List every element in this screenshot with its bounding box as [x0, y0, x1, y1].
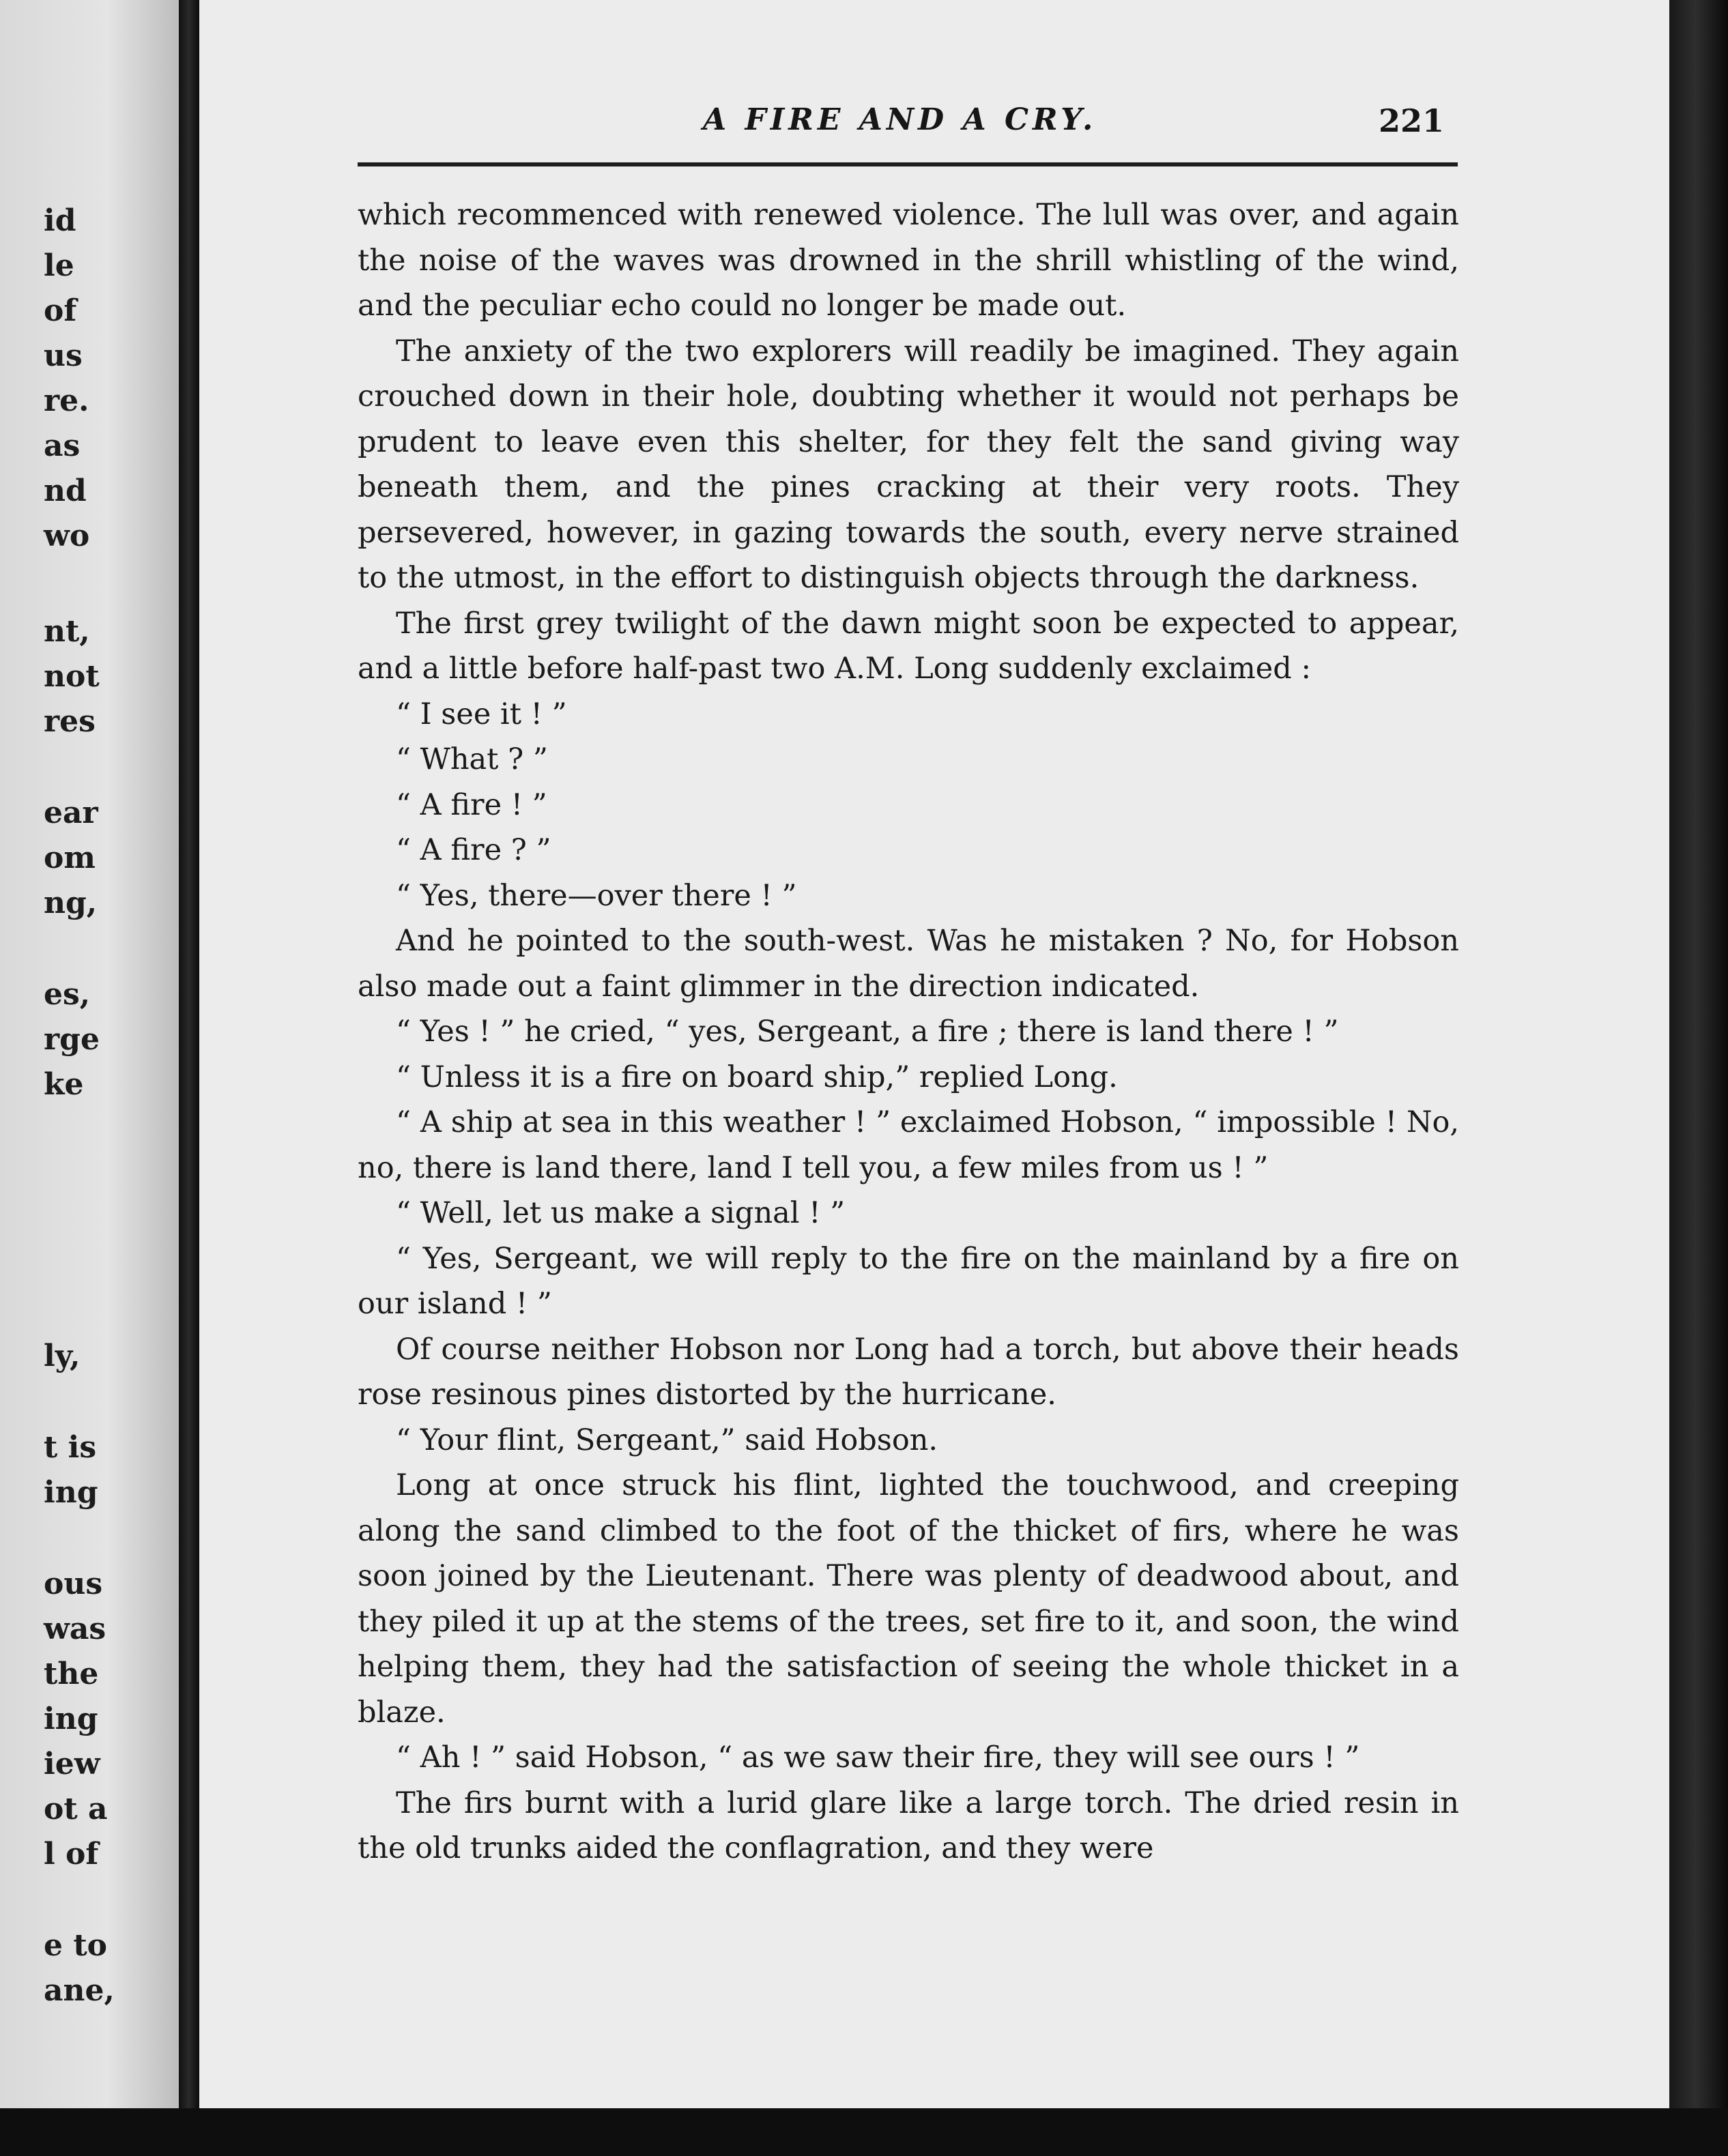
facing-line-fragment: l of	[44, 1837, 99, 1871]
page-body	[358, 192, 1459, 1871]
paragraph: The firs burnt with a lurid glare like a large torch. The dried resin in the old trunks aided the conflagration, and they were	[358, 1786, 1459, 1865]
facing-line-fragment: om	[44, 841, 96, 875]
dialogue-line: “ A fire ? ”	[396, 833, 551, 867]
facing-line-fragment: ing	[44, 1475, 98, 1510]
facing-line-fragment: nd	[44, 474, 87, 508]
facing-line-fragment: ng,	[44, 886, 98, 920]
facing-line-fragment: ane,	[44, 1973, 115, 2008]
book-gutter	[179, 0, 199, 2123]
facing-line-fragment: as	[44, 428, 81, 463]
facing-line-fragment: res	[44, 704, 96, 739]
facing-line-fragment: re.	[44, 383, 89, 418]
dialogue-line: “ I see it ! ”	[396, 697, 567, 731]
facing-line-fragment: e to	[44, 1928, 107, 1963]
facing-line-fragment: iew	[44, 1747, 100, 1781]
facing-line-fragment: nt,	[44, 614, 90, 649]
facing-line-fragment: rge	[44, 1022, 100, 1057]
facing-line-fragment: the	[44, 1657, 99, 1691]
dialogue-line: “ What ? ”	[396, 742, 548, 776]
facing-line-fragment: not	[44, 659, 100, 694]
dialogue-line: “ Well, let us make a signal ! ”	[396, 1196, 846, 1230]
dialogue-line: “ Unless it is a fire on board ship,” replied Long.	[396, 1060, 1118, 1094]
paragraph: “ A ship at sea in this weather ! ” exclaimed Hobson, “ impossible ! No, no, there is land there, land I tell you, a few miles from us ! ”	[358, 1105, 1459, 1185]
paragraph: The first grey twilight of the dawn might soon be expected to appear, and a little before half-past two A.M. Long suddenly exclaimed :	[358, 606, 1459, 686]
dialogue-line: “ A fire ! ”	[396, 787, 547, 822]
facing-line-fragment: ke	[44, 1067, 84, 1102]
facing-line-fragment: t is	[44, 1430, 97, 1465]
paragraph: “ Yes, Sergeant, we will reply to the fire on the mainland by a fire on our island ! ”	[358, 1241, 1459, 1321]
paragraph: which recommenced with renewed violence. The lull was over, and again the noise of the waves was drowned in the shrill whistling of the wind, and the peculiar echo could no longer be made out.	[358, 198, 1459, 323]
dialogue-line: “ Yes ! ” he cried, “ yes, Sergeant, a fire ; there is land there ! ”	[396, 1015, 1339, 1049]
dialogue-line: “ Ah ! ” said Hobson, “ as we saw their fire, they will see ours ! ”	[396, 1740, 1360, 1775]
facing-line-fragment: wo	[44, 519, 90, 553]
facing-line-fragment: es,	[44, 977, 91, 1012]
paragraph: The anxiety of the two explorers will readily be imagined. They again crouched down in their hole, doubting whether it would not perhaps be prudent to leave even this shelter, for they felt the sand giving way beneath them, and the pines cracking at their very roots. They persevered, however, in gazing towards the south, every nerve strained to the utmost, in the effort to distinguish objects through the darkness.	[358, 334, 1459, 595]
page-stack-edge	[1669, 0, 1728, 2156]
facing-line-fragment: was	[44, 1612, 106, 1646]
paragraph: Long at once struck his flint, lighted the touchwood, and creeping along the sand climbed to the foot of the thicket of firs, where he was soon joined by the Lieutenant. There was plenty of deadwood about, and they piled it up at the stems of the trees, set fire to it, and soon, the wind helping them, they had the satisfaction of seeing the whole thicket in a blaze.	[358, 1468, 1459, 1730]
paragraph: And he pointed to the south-west. Was he mistaken ? No, for Hobson also made out a faint glimmer in the direction indicated.	[358, 924, 1459, 1004]
facing-line-fragment: of	[44, 293, 77, 328]
dialogue-line: “ Your flint, Sergeant,” said Hobson.	[396, 1423, 938, 1457]
facing-line-fragment: ear	[44, 796, 98, 830]
header-rule	[358, 162, 1458, 166]
page-number: 221	[1379, 102, 1445, 139]
facing-line-fragment: ly,	[44, 1339, 81, 1373]
dialogue-line: “ Yes, there—over there ! ”	[396, 878, 797, 913]
facing-line-fragment: id	[44, 203, 76, 238]
facing-page-text	[0, 0, 179, 2123]
facing-line-fragment: us	[44, 338, 83, 373]
facing-line-fragment: le	[44, 248, 74, 283]
scan-bottom-edge	[0, 2108, 1728, 2156]
running-head-title: A FIRE AND A CRY.	[703, 102, 1097, 137]
paragraph: Of course neither Hobson nor Long had a torch, but above their heads rose resinous pines distorted by the hurricane.	[358, 1332, 1459, 1412]
facing-line-fragment: ot a	[44, 1792, 108, 1826]
facing-line-fragment: ing	[44, 1702, 98, 1736]
facing-line-fragment: ous	[44, 1567, 103, 1601]
